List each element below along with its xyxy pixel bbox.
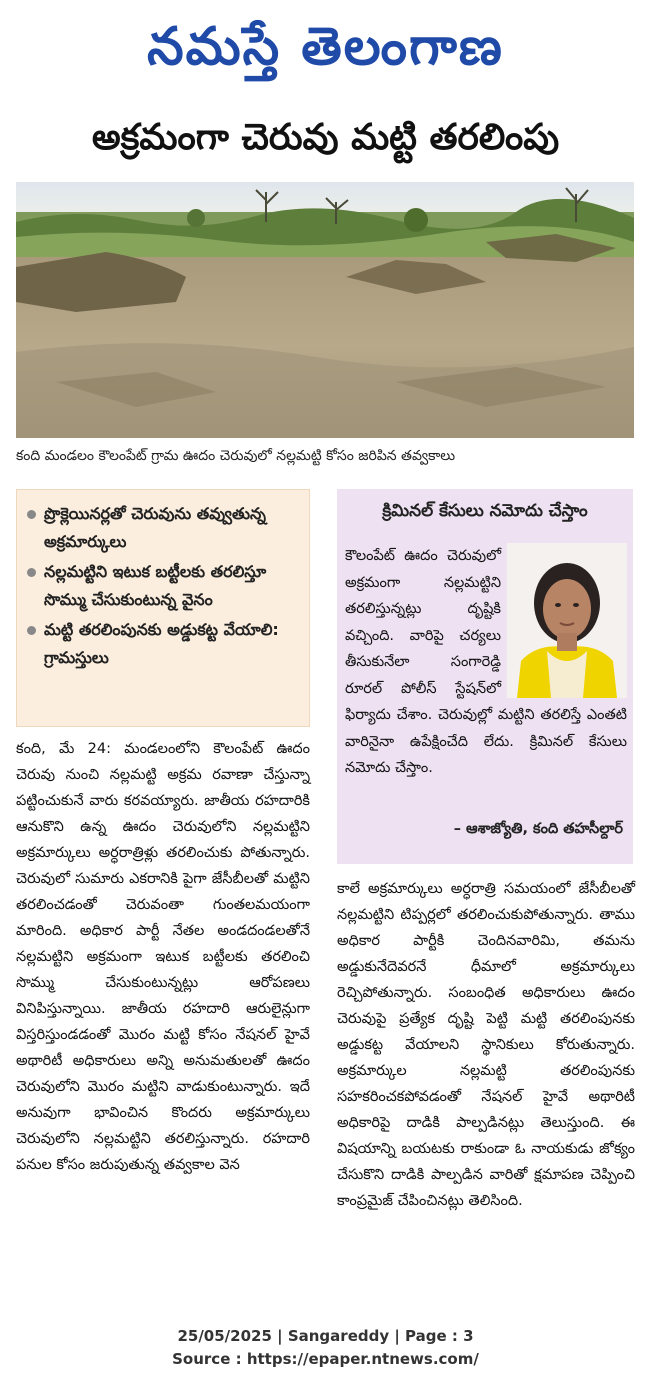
quote-title: క్రిమినల్ కేసులు నమోదు చేస్తాం	[382, 501, 588, 521]
masthead-title: నమస్తే తెలంగాణ	[147, 17, 504, 77]
highlight-item	[23, 558, 303, 614]
photo-caption: కంది మండలం కౌలంపేట్ గ్రామ ఊదం చెరువులో నల్లమట్టి కోసం జరిపిన తవ్వకాలు	[16, 448, 456, 464]
quote-body	[345, 543, 627, 782]
highlight-item	[23, 500, 303, 556]
bullet-icon	[27, 568, 36, 577]
highlight-text: మట్టి తరలింపునకు అడ్డుకట్ట వేయాలి: గ్రామస్తులు	[44, 620, 279, 667]
quote-signature: – ఆశాజ్యోతి, కంది తహసీల్దార్	[453, 821, 623, 837]
highlights-box	[16, 489, 310, 727]
bullet-icon	[27, 510, 36, 519]
tahsildar-portrait	[507, 543, 627, 698]
quote-box	[337, 489, 633, 864]
highlight-item	[23, 616, 303, 672]
lake-excavation-photo	[16, 182, 634, 438]
article-column-2: కాలే అక్రమార్కులు అర్ధరాత్రి సమయంలో జేసీబీలతో నల్లమట్టిని టిప్పర్లలో తరలించుకుపోతున్నారు. తాము అధికార పార్టీకి చెందినవారిమి, తమను అడ్డుకునేదెవరనే ధీమాలో అక్రమార్కులు రెచ్చిపోతున్నారు. సంబంధిత అధికారులు ఊదం చెరువుపై ప్రత్యేక దృష్టి పెట్టి మట్టి తరలింపునకు అడ్డుకట్ట వేయాలని స్థానికులు కోరుతున్నారు. అక్రమార్కుల నల్లమట్టి తరలింపునకు సహకరించకపోవడంతో నేషనల్ హైవే అథారిటీ అధికారిపై దాడికి పాల్పడినట్లు తెలుస్తుంది. ఈ విషయాన్ని బయటకు రాకుండా ఓ నాయకుడు జోక్యం చేసుకొని దాడికి పాల్పడిన వారితో క్షమాపణ చెప్పించి కాంప్రమైజ్ చేపించినట్లు తెలిసింది.	[337, 881, 635, 1209]
footer-source: Source : https://epaper.ntnews.com/	[172, 1350, 479, 1368]
footer-meta: 25/05/2025 | Sangareddy | Page : 3	[177, 1327, 474, 1345]
highlight-text: నల్లమట్టిని ఇటుక బట్టీలకు తరలిస్తూ సొమ్ము చేసుకుంటున్న వైనం	[44, 562, 267, 609]
highlight-text: ప్రొక్లెయినర్లతో చెరువును తవ్వుతున్న అక్రమార్కులు	[44, 504, 266, 551]
headline: అక్రమంగా చెరువు మట్టి తరలింపు	[91, 117, 560, 158]
article-column-1: కంది, మే 24: మండలంలోని కౌలంపేట్ ఊదం చెరువు నుంచి నల్లమట్టి అక్రమ రవాణా చేస్తున్నా పట్టించుకునే వారు కరవయ్యారు. జాతీయ రహదారికి ఆనుకొని ఉన్న ఊదం చెరువులోని నల్లమట్టిని అక్రమార్కులు అర్ధరాత్రిళ్లు తరలించుకు పోతున్నారు. చెరువులో సుమారు ఎకరానికి పైగా జేసీబీలతో మట్టిని తరలించడంతో చెరువంతా గుంతలమయంగా మారింది. అధికార పార్టీ నేతల అండదండలతోనే నల్లమట్టిని అక్రమంగా ఇటుక బట్టీలకు తరలించి సొమ్ము చేసుకుంటున్నట్లు ఆరోపణలు వినిపిస్తున్నాయి. జాతీయ రహదారి ఆరులైన్లుగా విస్తరిస్తుండడంతో మొరం మట్టి కోసం నేషనల్ హైవే అథారిటీ అధికారులు అన్ని అనుమతులతో ఊదం చెరువులోని మొరం మట్టిని వాడుకుంటున్నారు. ఇదే అనువుగా భావించిన కొందరు అక్రమార్కులు చెరువులోని నల్లమట్టిని తరలిస్తున్నారు. రహదారి పనుల కోసం జరుపుతున్న తవ్వకాల వెన	[16, 741, 310, 1173]
bullet-icon	[27, 626, 36, 635]
quote-text: కౌలంపేట్ ఊదం చెరువులో అక్రమంగా నల్లమట్టిని తరలిస్తున్నట్లు దృష్టికి వచ్చింది. వారిపై చర్యలు తీసుకునేలా సంగారెడ్డి రూరల్ పోలీస్ స్టేషన్‌లో ఫిర్యాదు చేశాం. చెరువుల్లో మట్టిని తరలిస్తే ఎంతటి వారినైనా ఉపేక్షించేది లేదు. క్రిమినల్ కేసులు నమోదు చేస్తాం.	[345, 548, 627, 776]
